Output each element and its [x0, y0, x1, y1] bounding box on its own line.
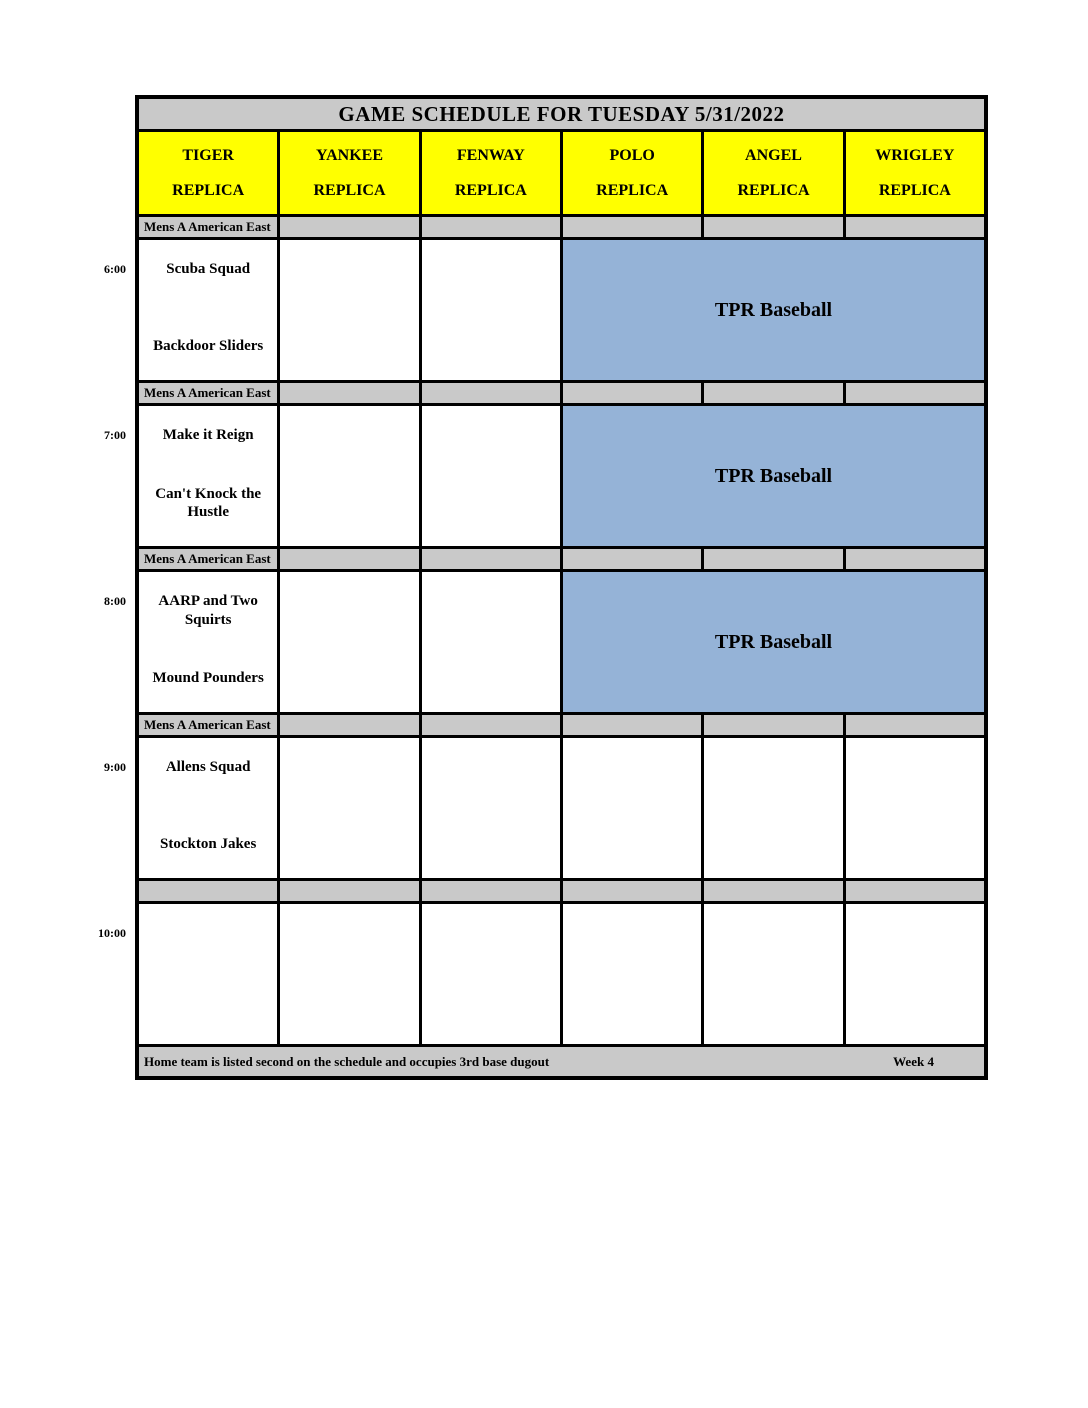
field-type: REPLICA — [596, 181, 669, 199]
empty-game-cell — [280, 406, 418, 546]
time-label-700: 7:00 — [104, 428, 126, 442]
visitor-team: Make it Reign — [162, 427, 254, 443]
field-header-tiger — [139, 132, 277, 214]
divider-cell — [280, 217, 418, 237]
divider-cell — [563, 715, 701, 735]
field-name: POLO — [609, 146, 655, 164]
divider-cell — [563, 383, 701, 403]
home-team: Backdoor Sliders — [153, 338, 264, 355]
field-name: YANKEE — [316, 146, 383, 164]
tpr-baseball-cell-600: TPR Baseball — [563, 240, 984, 380]
home-team: Can't Knock the Hustle — [155, 485, 262, 521]
field-type: REPLICA — [878, 181, 951, 199]
divider-cell — [280, 881, 418, 901]
field-type: REPLICA — [454, 181, 527, 199]
field-name: WRIGLEY — [875, 146, 955, 164]
division-label: Mens A American East — [139, 217, 277, 237]
matchup-cell-700-tiger — [139, 406, 277, 546]
empty-game-cell — [422, 406, 560, 546]
divider-cell — [704, 715, 842, 735]
empty-game-cell — [280, 240, 418, 380]
divider-cell — [704, 881, 842, 901]
empty-game-cell — [422, 904, 560, 1044]
footer-bar — [139, 1047, 984, 1076]
field-name: TIGER — [182, 146, 234, 164]
field-name: ANGEL — [745, 146, 802, 164]
schedule-table — [135, 95, 988, 1080]
divider-cell — [846, 881, 984, 901]
empty-game-cell — [280, 738, 418, 878]
divider-cell — [563, 217, 701, 237]
empty-game-cell — [704, 738, 842, 878]
field-header-fenway — [422, 132, 560, 214]
empty-game-cell — [704, 904, 842, 1044]
visitor-team: Allens Squad — [165, 759, 251, 775]
time-label-900: 9:00 — [104, 760, 126, 774]
empty-game-cell — [422, 738, 560, 878]
divider-cell — [280, 715, 418, 735]
matchup-cell-600-tiger — [139, 240, 277, 380]
field-header-angel — [704, 132, 842, 214]
tpr-baseball-cell-700: TPR Baseball — [563, 406, 984, 546]
division-label: Mens A American East — [139, 715, 277, 735]
field-header-polo — [563, 132, 701, 214]
divider-cell — [280, 383, 418, 403]
divider-cell — [704, 383, 842, 403]
matchup-cell-900-tiger — [139, 738, 277, 878]
matchup-cell-1000-tiger — [139, 904, 277, 1044]
empty-game-cell — [280, 904, 418, 1044]
divider-cell — [280, 549, 418, 569]
tpr-baseball-cell-800: TPR Baseball — [563, 572, 984, 712]
field-type: REPLICA — [313, 181, 386, 199]
schedule-title: GAME SCHEDULE FOR TUESDAY 5/31/2022 — [139, 99, 984, 129]
divider-cell — [846, 715, 984, 735]
divider-cell — [422, 217, 560, 237]
divider-cell — [846, 383, 984, 403]
empty-game-cell — [563, 904, 701, 1044]
field-header-wrigley — [846, 132, 984, 214]
division-label: Mens A American East — [139, 549, 277, 569]
matchup-cell-800-tiger — [139, 572, 277, 712]
empty-game-cell — [846, 904, 984, 1044]
field-type: REPLICA — [172, 181, 245, 199]
divider-cell — [422, 549, 560, 569]
division-label-empty — [139, 881, 277, 901]
week-label: Week 4 — [893, 1053, 934, 1069]
divider-cell — [704, 217, 842, 237]
field-type: REPLICA — [737, 181, 810, 199]
field-header-yankee — [280, 132, 418, 214]
empty-game-cell — [846, 738, 984, 878]
empty-game-cell — [563, 738, 701, 878]
division-label: Mens A American East — [139, 383, 277, 403]
divider-cell — [422, 383, 560, 403]
home-team: Mound Pounders — [152, 670, 264, 687]
divider-cell — [704, 549, 842, 569]
time-label-800: 8:00 — [104, 594, 126, 608]
visitor-team: AARP and Two Squirts — [158, 593, 258, 628]
divider-cell — [422, 881, 560, 901]
home-team: Stockton Jakes — [160, 836, 257, 853]
footer-note: Home team is listed second on the schedule and occupies 3rd base dugout — [144, 1053, 550, 1069]
divider-cell — [846, 217, 984, 237]
divider-cell — [846, 549, 984, 569]
divider-cell — [563, 881, 701, 901]
divider-cell — [563, 549, 701, 569]
time-label-1000: 10:00 — [98, 926, 126, 940]
empty-game-cell — [422, 240, 560, 380]
empty-game-cell — [280, 572, 418, 712]
time-label-600: 6:00 — [104, 262, 126, 276]
empty-game-cell — [422, 572, 560, 712]
visitor-team: Scuba Squad — [166, 261, 251, 277]
divider-cell — [422, 715, 560, 735]
field-name: FENWAY — [456, 146, 525, 164]
